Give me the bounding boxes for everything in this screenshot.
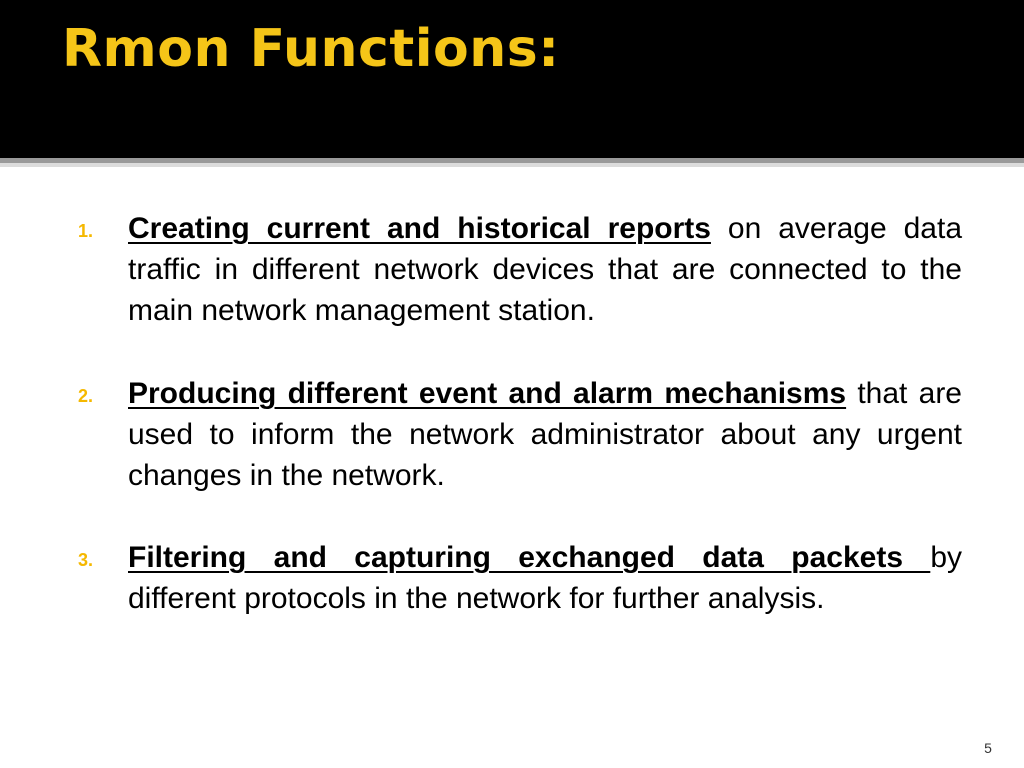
list-item-description: that are used to inform the network administrator about any urgent changes in the network. — [128, 377, 962, 492]
list-item-description: by different protocols in the network for further analysis. — [128, 541, 962, 615]
list-item-highlight: Creating current and historical reports — [128, 212, 711, 245]
header-divider-shadow — [0, 163, 1024, 167]
list-item-highlight: Filtering and capturing exchanged data packets — [128, 541, 931, 574]
page-number: 5 — [984, 740, 992, 756]
list-item-description: on average data traffic in different network devices that are connected to the main network management station. — [128, 212, 962, 327]
list-item-number: 3. — [78, 550, 94, 570]
list-item-text — [128, 208, 962, 331]
list-item-highlight: Producing different event and alarm mechanisms — [128, 377, 847, 410]
slide-title: Rmon Functions: — [62, 19, 560, 79]
list-item-text — [128, 537, 962, 619]
list-item-number: 1. — [78, 221, 94, 241]
list-item-number: 2. — [78, 386, 94, 406]
list-item-text — [128, 373, 962, 496]
slide-header — [0, 0, 1024, 158]
